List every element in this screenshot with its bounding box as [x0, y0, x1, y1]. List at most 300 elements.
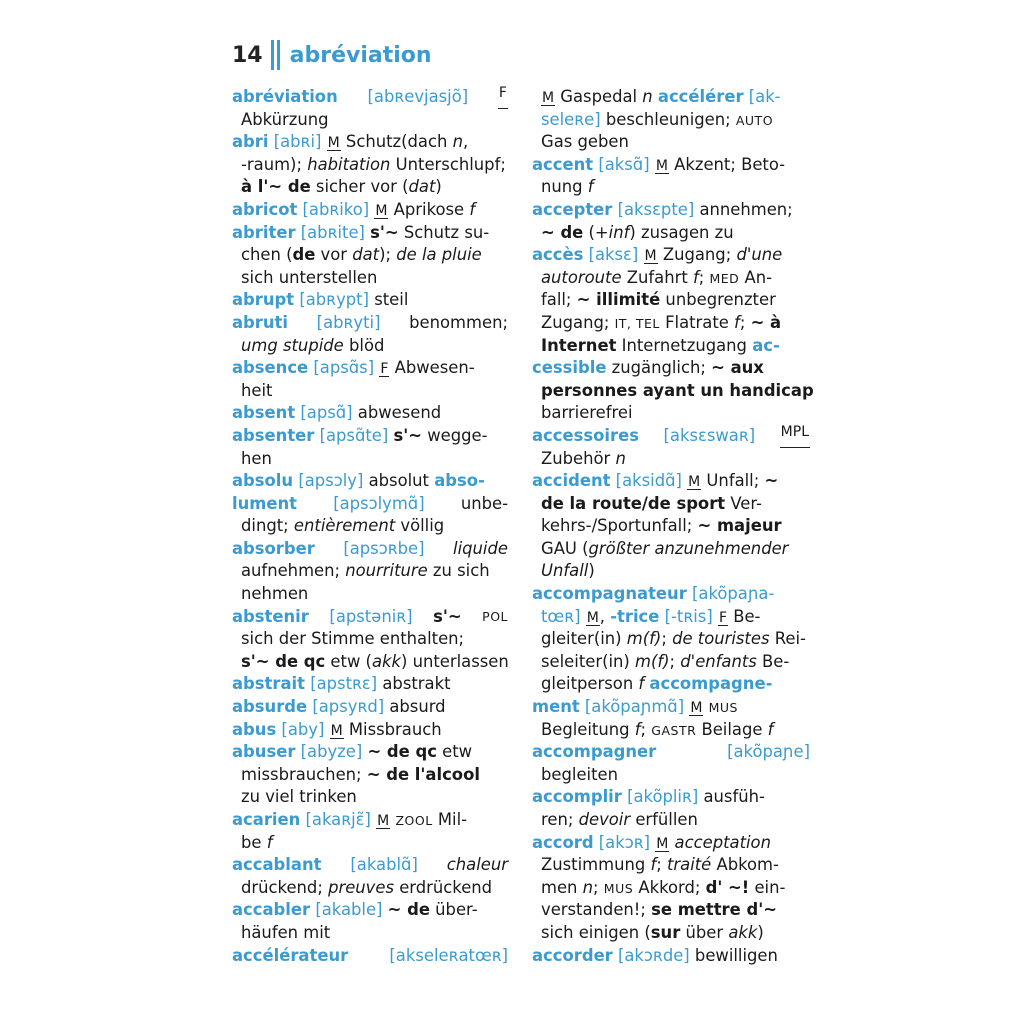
entry-text: )	[757, 922, 764, 942]
phonetic: [apstəniʀ]	[329, 606, 413, 626]
entry-text: be	[241, 832, 267, 852]
entry-text: annehmen;	[699, 199, 793, 219]
entry-line	[532, 606, 810, 629]
gender-label: M	[644, 248, 657, 265]
bold-phrase: ~ de	[541, 222, 584, 242]
phonetic: [apsɔly]	[293, 471, 369, 491]
entry-text: GAU (	[541, 538, 589, 558]
italic-text: f	[638, 674, 645, 694]
gender-label: M	[375, 202, 388, 219]
gender-label: M	[542, 90, 555, 106]
italic-text: f	[634, 719, 641, 739]
headword: accompagne-	[649, 674, 773, 694]
headword: acarien	[232, 810, 301, 829]
entry-line	[532, 357, 810, 380]
phonetic: [apsɔlymɑ̃]	[333, 493, 425, 513]
entry-line	[532, 154, 810, 177]
entry-text: ;	[640, 719, 652, 739]
entry-text: aufnehmen;	[241, 561, 346, 581]
headword: accompagnateur	[532, 584, 687, 604]
phonetic: [akaʀjɛ̃]	[300, 810, 377, 829]
gender-label: M	[688, 474, 701, 491]
headword: accélérateur	[232, 945, 349, 965]
entry-text: Schutz(dach	[340, 132, 453, 152]
italic-text: preuves	[328, 877, 395, 897]
entry-line	[232, 673, 508, 696]
entry-text: ,	[462, 132, 469, 152]
entry-line	[532, 583, 810, 606]
entry-line	[232, 109, 508, 132]
entry-text: ;	[593, 877, 604, 897]
headword: abso-	[434, 471, 485, 491]
entry-text: ren;	[541, 810, 579, 829]
phonetic: [abʀevjasjõ]	[367, 87, 469, 106]
phonetic: [apstʀɛ]	[304, 674, 383, 694]
entry-line	[232, 357, 508, 380]
entry-text: ;	[661, 629, 673, 649]
entry-text: ;	[669, 651, 681, 671]
entry-line	[532, 945, 810, 968]
entry-text: absurd	[389, 697, 446, 717]
entry-text: beschleunigen;	[600, 109, 736, 129]
entry-text: Begleitung	[541, 719, 635, 739]
entry-text: etw (	[325, 651, 372, 671]
headword: -trice	[610, 606, 660, 626]
gender-label: F	[380, 361, 389, 378]
entry-text: hen	[241, 448, 272, 468]
headword: absence	[232, 358, 309, 378]
domain-label: GASTR	[651, 722, 697, 738]
phonetic: [akseleʀatœʀ]	[389, 945, 508, 965]
entry-text: zu viel trinken	[241, 787, 357, 807]
entry-line	[232, 470, 508, 493]
entry-line	[532, 493, 810, 516]
entry-text: ;	[656, 855, 667, 875]
entry-line	[232, 380, 508, 403]
entry-text: gleiter(in)	[541, 629, 627, 649]
phonetic: [akɔʀde]	[612, 945, 695, 965]
entry-text: sicher vor (	[310, 177, 409, 197]
entry-text: )	[588, 561, 595, 581]
entry-line	[532, 470, 810, 493]
entry-line	[532, 899, 810, 922]
phonetic: [aby]	[276, 719, 330, 739]
phonetic: [akõpaɲa-	[686, 584, 775, 604]
italic-text: de la pluie	[396, 245, 482, 265]
entry-line	[532, 380, 814, 403]
bold-phrase: ~ aux	[711, 358, 764, 378]
entry-line	[532, 244, 810, 267]
bold-phrase: s'~	[393, 425, 423, 445]
bold-phrase: s'~ de qc	[241, 651, 326, 671]
phonetic: [akõpliʀ]	[621, 787, 704, 807]
headword: accabler	[232, 900, 311, 920]
entry-line	[232, 448, 508, 471]
entry-line	[232, 402, 508, 425]
entry-line	[532, 741, 810, 764]
entry-text: über	[680, 922, 729, 942]
entry-line	[532, 628, 810, 651]
entry-text: men	[541, 877, 583, 897]
entry-text: ,	[599, 606, 611, 626]
phonetic: [abʀi]	[268, 132, 327, 152]
entry-text: häufen mit	[241, 922, 331, 942]
domain-label: MUS	[708, 700, 738, 716]
phonetic: seleʀe]	[541, 109, 601, 129]
headword: accident	[532, 471, 611, 491]
entry-text: missbrauchen;	[241, 764, 367, 784]
italic-text: habitation	[307, 154, 391, 174]
entry-text: Missbrauch	[343, 719, 442, 739]
entry-text: ;	[698, 267, 710, 287]
entry-line	[232, 696, 508, 719]
entry-line	[232, 741, 508, 764]
italic-text: n	[452, 132, 463, 152]
italic-text: m(f)	[626, 629, 662, 649]
running-headword: abréviation	[289, 42, 432, 68]
italic-text: größter anzunehmender	[588, 538, 789, 558]
entry-line	[532, 176, 810, 199]
italic-text: de touristes	[672, 629, 770, 649]
bold-phrase: ~ de	[387, 900, 430, 920]
entry-line	[232, 538, 508, 561]
entry-line	[532, 877, 810, 900]
headword: accomplir	[532, 787, 622, 807]
entry-text: -raum);	[241, 154, 308, 174]
phonetic: [akõpaɲe]	[727, 742, 810, 762]
entry-text: Be-	[756, 651, 790, 671]
entry-line	[532, 222, 810, 245]
phonetic: [abyze]	[295, 742, 368, 762]
bold-phrase: ~ de qc	[367, 742, 437, 762]
headword: accorder	[532, 945, 613, 965]
entry-line	[532, 289, 810, 312]
entry-text: nehmen	[241, 584, 309, 604]
entry-line	[232, 131, 508, 154]
entry-text: Gas geben	[541, 132, 629, 152]
entry-line	[232, 176, 508, 199]
entry-line	[532, 764, 810, 787]
bold-phrase: s'~	[433, 606, 462, 626]
entry-text: ;	[739, 312, 751, 332]
italic-text: f	[469, 199, 476, 219]
entry-text: Unfall;	[701, 471, 765, 491]
italic-text: d'enfants	[680, 651, 757, 671]
italic-text: dat	[352, 245, 380, 265]
italic-text: traité	[666, 855, 712, 875]
entry-line	[232, 651, 508, 674]
headword: abriter	[232, 222, 296, 242]
phonetic: [aksɛswaʀ]	[663, 425, 756, 445]
entry-text: Zufahrt	[621, 267, 693, 287]
phonetic: [-tʀis]	[659, 606, 718, 626]
entry-line	[232, 832, 508, 855]
domain-label: ZOOL	[395, 813, 433, 828]
phonetic: [akablɑ̃]	[350, 855, 418, 875]
entry-text: verstanden!;	[541, 900, 652, 920]
entry-line	[232, 583, 508, 606]
entry-text: Rei-	[769, 629, 806, 649]
entry-text: sich einigen (	[541, 922, 651, 942]
entry-text: blöd	[343, 335, 385, 355]
entry-line	[232, 289, 508, 312]
gender-label: M	[586, 609, 599, 626]
entry-text: An-	[739, 267, 773, 287]
page-number: 14	[232, 42, 263, 68]
entry-line	[232, 764, 508, 787]
phonetic: [abʀyti]	[316, 312, 381, 332]
page-header	[232, 38, 432, 72]
headword: abruti	[232, 312, 288, 332]
entry-line	[232, 719, 508, 742]
headword: abuser	[232, 742, 296, 762]
bold-phrase: se mettre d'~	[651, 900, 777, 920]
italic-text: Unfall	[541, 561, 589, 581]
entry-text: vor	[315, 245, 353, 265]
entry-line	[232, 922, 508, 945]
left-column	[232, 86, 508, 967]
italic-text: acceptation	[674, 832, 771, 852]
entry-text: Mil-	[432, 810, 468, 829]
entry-text: steil	[374, 290, 409, 310]
entry-text: Zustimmung	[541, 855, 651, 875]
entry-text: seleiter(in)	[541, 651, 636, 671]
headword: accessoires	[532, 425, 639, 445]
entry-text: völlig	[395, 516, 445, 536]
entry-text: Zugang;	[541, 312, 615, 332]
entry-text: zu sich	[427, 561, 490, 581]
entry-line	[532, 448, 810, 471]
gender-label: F	[498, 86, 508, 109]
entry-line	[232, 154, 508, 177]
bold-phrase: ~ majeur	[697, 516, 782, 536]
bold-phrase: ~ à	[750, 312, 782, 332]
entry-text: barrierefrei	[541, 403, 633, 423]
entry-line	[532, 402, 810, 425]
headword: abstrait	[232, 674, 305, 694]
domain-label: AUTO	[735, 112, 774, 128]
gender-label: F	[718, 609, 728, 626]
italic-text: entièrement	[293, 516, 396, 536]
entry-line	[232, 425, 508, 448]
headword: abréviation	[232, 87, 338, 106]
entry-line	[232, 267, 508, 290]
headword: abrupt	[232, 290, 295, 310]
domain-label: IT, TEL	[614, 315, 660, 331]
entry-line	[232, 560, 508, 583]
headword: absurde	[232, 697, 308, 717]
italic-text: nourriture	[345, 561, 428, 581]
entry-text: fall;	[541, 290, 577, 310]
bold-phrase: personnes ayant un handicap	[541, 380, 814, 400]
entry-text: ) unterlassen	[400, 651, 509, 671]
entry-text: unbe-	[460, 493, 508, 513]
entry-line	[532, 673, 810, 696]
entry-text: Gaspedal	[555, 87, 643, 106]
bold-phrase: sur	[650, 922, 681, 942]
entry-text: begleiten	[541, 764, 618, 784]
entry-line	[232, 493, 508, 516]
italic-text: f	[587, 177, 594, 197]
headword: accepter	[532, 199, 613, 219]
entry-line	[232, 312, 508, 335]
entry-text: erfüllen	[630, 810, 698, 829]
entry-text: sich unterstellen	[241, 267, 378, 287]
bold-phrase: à l'~ de	[241, 177, 311, 197]
phonetic: [akõpaɲmɑ̃]	[579, 697, 690, 717]
headword: accès	[532, 245, 584, 265]
entry-text: abstrakt	[382, 674, 451, 694]
entry-text: über-	[429, 900, 478, 920]
headword: abus	[232, 719, 277, 739]
entry-line	[532, 109, 810, 132]
headword: absent	[232, 403, 296, 423]
headword: accompagner	[532, 742, 657, 762]
gender-label: M	[655, 157, 668, 174]
bold-phrase: de la route/de sport	[541, 493, 726, 513]
headword: cessible	[532, 358, 607, 378]
entry-line	[232, 854, 508, 877]
entry-text: unbegrenzter	[660, 290, 776, 310]
headword: abri	[232, 132, 269, 152]
entry-text: Ver-	[725, 493, 762, 513]
entry-text: );	[379, 245, 397, 265]
phonetic: [apsɑ̃]	[295, 403, 358, 423]
italic-text: n	[642, 87, 653, 106]
headword: absorber	[232, 538, 315, 558]
entry-line	[232, 199, 508, 222]
entry-line	[532, 651, 810, 674]
headword: lument	[232, 493, 297, 513]
entry-text: wegge-	[422, 425, 488, 445]
entry-text: absolut	[368, 471, 435, 491]
entry-line	[532, 515, 810, 538]
entry-text: )	[435, 177, 442, 197]
entry-line	[232, 606, 508, 629]
entry-line	[532, 335, 810, 358]
entry-text: erdrückend	[394, 877, 493, 897]
header-divider-bars	[271, 40, 280, 70]
entry-text: ein-	[749, 877, 786, 897]
phonetic: [aksɛpte]	[612, 199, 700, 219]
bold-phrase: de	[292, 245, 316, 265]
entry-text: Zubehör	[541, 448, 616, 468]
entry-line	[532, 312, 810, 335]
entry-line	[532, 786, 810, 809]
entry-text: nung	[541, 177, 588, 197]
italic-text: devoir	[578, 810, 631, 829]
headword: accélérer	[657, 87, 744, 106]
gender-label: M	[327, 135, 340, 152]
entry-line	[532, 854, 810, 877]
entry-text: abwesend	[357, 403, 442, 423]
entry-text: Internetzugang	[616, 335, 753, 355]
entry-text: dingt;	[241, 516, 294, 536]
entry-line	[232, 945, 508, 968]
phonetic: [abʀiko]	[297, 199, 375, 219]
entry-text: heit	[241, 380, 273, 400]
italic-text: f	[266, 832, 273, 852]
gender-label: M	[330, 722, 343, 739]
entry-line	[532, 560, 810, 583]
entry-line	[532, 86, 810, 109]
italic-text: akk	[728, 922, 758, 942]
bold-phrase: s'~	[370, 222, 399, 242]
entry-line	[232, 786, 508, 809]
entry-text: Akkord;	[633, 877, 706, 897]
entry-line	[232, 515, 508, 538]
right-column	[532, 86, 814, 967]
italic-text: chaleur	[446, 855, 508, 875]
bold-phrase: ~ de l'alcool	[366, 764, 480, 784]
entry-text: Aprikose	[388, 199, 470, 219]
entry-text: Akzent; Beto-	[668, 154, 786, 174]
entry-line	[232, 222, 508, 245]
entry-line	[232, 899, 508, 922]
gender-label: M	[656, 835, 669, 852]
entry-line	[232, 86, 508, 109]
phonetic: [aksɛ]	[583, 245, 644, 265]
italic-text: d'une	[736, 245, 783, 265]
italic-text: n	[615, 448, 626, 468]
italic-text: m(f)	[635, 651, 670, 671]
entry-text: Abkürzung	[241, 109, 329, 129]
italic-text: f	[767, 719, 774, 739]
entry-text: sich der Stimme enthalten;	[241, 629, 465, 649]
domain-label: MED	[709, 270, 740, 286]
entry-text: zugänglich;	[606, 358, 712, 378]
phonetic: [akable]	[310, 900, 388, 920]
entry-line	[532, 199, 810, 222]
entry-text: Unterschlupf;	[390, 154, 506, 174]
gender-label: M	[377, 813, 390, 829]
italic-text: f	[692, 267, 699, 287]
domain-label: POL	[482, 608, 508, 624]
entry-text: ) zusagen zu	[629, 222, 734, 242]
entry-text: Schutz su-	[398, 222, 490, 242]
italic-text: akk	[371, 651, 401, 671]
entry-line	[532, 696, 810, 719]
phonetic: [apsɔʀbe]	[343, 538, 425, 558]
bold-phrase: ~	[764, 471, 779, 491]
phonetic: [abʀite]	[295, 222, 371, 242]
headword: accent	[532, 154, 594, 174]
italic-text: n	[582, 877, 594, 897]
phonetic: [apsɑ̃s]	[308, 358, 380, 378]
italic-text: inf	[608, 222, 630, 242]
italic-text: f	[734, 312, 740, 332]
italic-text: autoroute	[541, 267, 622, 287]
entry-text: Zugang;	[657, 245, 737, 265]
entry-line	[232, 809, 508, 832]
entry-line	[532, 832, 810, 855]
phonetic: [apsɑ̃te]	[314, 425, 394, 445]
phonetic: [akɔʀ]	[593, 832, 656, 852]
entry-text: etw	[436, 742, 473, 762]
entry-text: ausfüh-	[703, 787, 765, 807]
headword: abricot	[232, 199, 298, 219]
entry-line	[532, 538, 810, 561]
phonetic: [apsyʀd]	[307, 697, 390, 717]
headword: ac-	[752, 335, 780, 355]
phonetic: [aksɑ̃]	[593, 154, 655, 174]
entry-text: chen (	[241, 245, 293, 265]
phonetic: [abʀypt]	[294, 290, 375, 310]
entry-text: Beilage	[696, 719, 768, 739]
entry-text: bewilligen	[694, 945, 778, 965]
entry-line	[232, 877, 508, 900]
entry-text: kehrs-/Sportunfall;	[541, 516, 698, 536]
